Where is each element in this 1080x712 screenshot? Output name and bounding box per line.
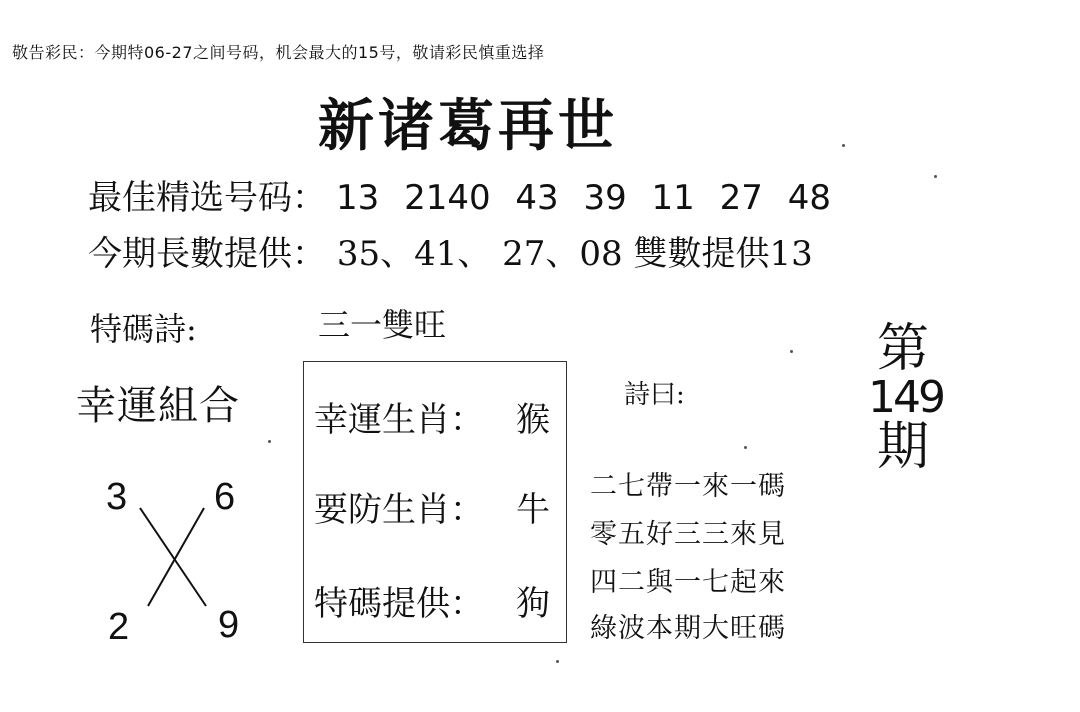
combo-digit-bottom-left: 2	[108, 606, 130, 648]
best-picks-label: 最佳精选号码：	[88, 178, 326, 218]
scan-speck	[556, 660, 559, 663]
lucky-zodiac-value: 猴	[516, 400, 550, 440]
avoid-zodiac-label: 要防生肖：	[314, 490, 484, 530]
page-title: 新诸葛再世	[318, 93, 618, 159]
long-numbers-label: 今期長數提供：	[88, 234, 326, 274]
long-numbers-values: 35、41、 27、08	[336, 234, 623, 274]
combo-digit-top-right: 6	[214, 476, 236, 518]
special-poem-label: 特碼詩:	[90, 310, 197, 348]
double-numbers-label: 雙數提供	[633, 234, 770, 274]
scan-speck	[842, 144, 845, 147]
double-numbers-value: 13	[769, 234, 813, 274]
scan-speck	[934, 175, 937, 178]
special-poem-value: 三一雙旺	[318, 306, 447, 344]
scan-speck	[268, 440, 271, 443]
issue-number: 149	[868, 372, 943, 423]
special-zodiac-label: 特碼提供：	[314, 584, 484, 624]
scan-speck	[790, 350, 793, 353]
poem-label: 詩曰:	[624, 380, 685, 410]
lucky-zodiac-label: 幸運生肖：	[314, 400, 484, 440]
special-zodiac-value: 狗	[516, 584, 550, 624]
poem-line-3: 四二與一七起來	[590, 567, 786, 598]
lucky-combo-heading: 幸運組合	[76, 383, 240, 429]
avoid-zodiac-value: 牛	[516, 490, 550, 530]
combo-digit-top-left: 3	[106, 476, 128, 518]
issue-prefix: 第	[876, 319, 929, 379]
poem-line-2: 零五好三三來見	[590, 519, 786, 550]
poem-line-1: 二七帶一來一碼	[590, 471, 786, 502]
issue-suffix: 期	[876, 417, 929, 477]
issue-number-block	[868, 319, 943, 477]
notice-text: 敬告彩民：今期特06-27之间号码，机会最大的15号，敬请彩民慎重选择	[12, 43, 545, 62]
best-picks-numbers: 13 2140 43 39 11 27 48	[336, 178, 831, 218]
poem-line-4: 綠波本期大旺碼	[590, 613, 786, 644]
scan-speck	[744, 446, 747, 449]
combo-digit-bottom-right: 9	[218, 604, 240, 646]
zodiac-box	[303, 361, 567, 643]
